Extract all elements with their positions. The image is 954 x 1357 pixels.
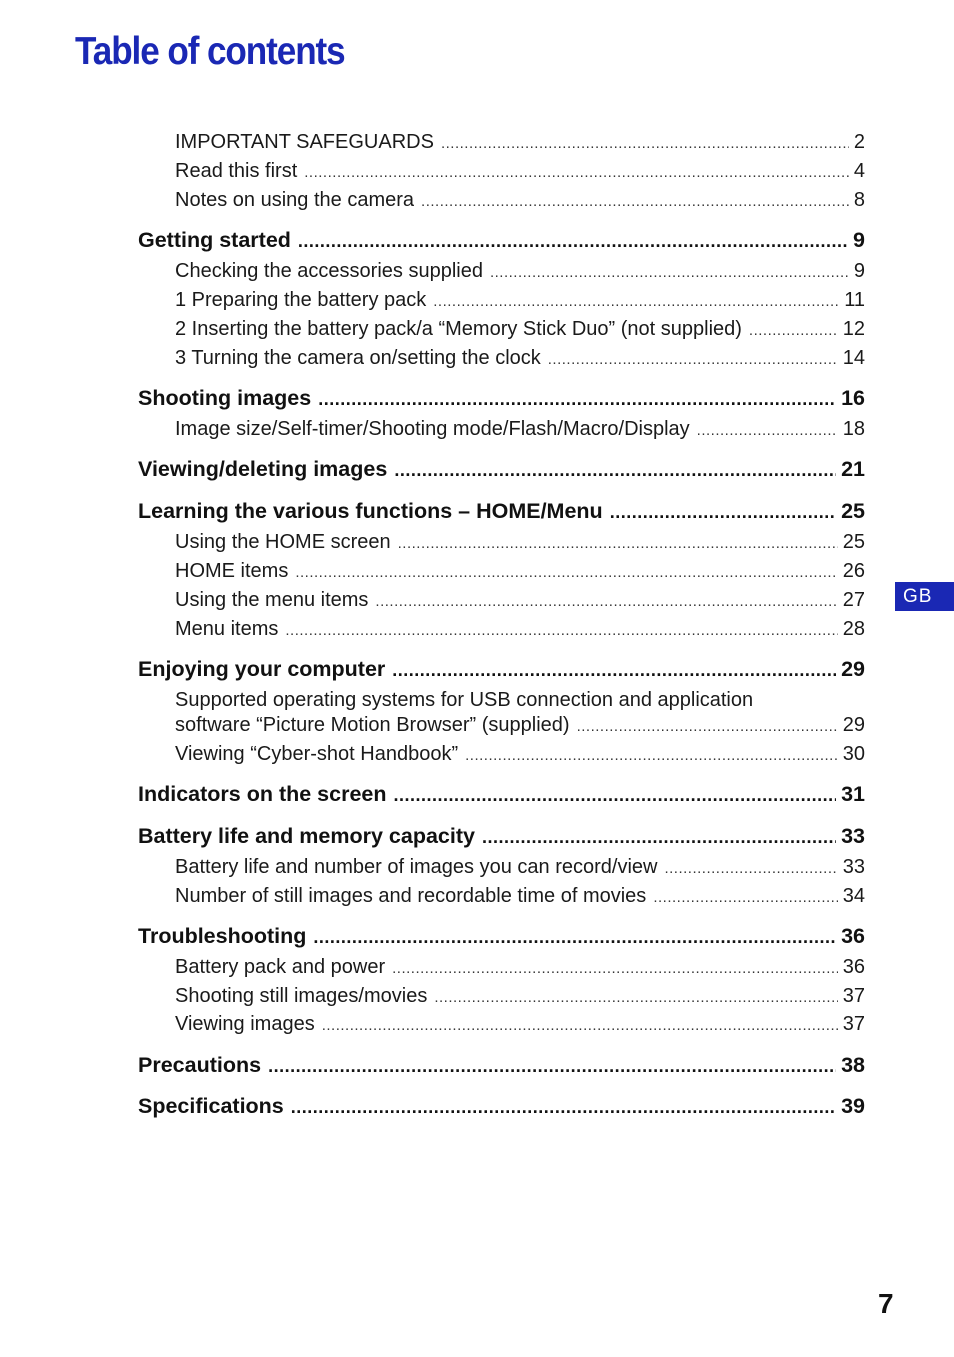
dot-leader <box>441 131 849 154</box>
dot-leader <box>295 560 837 583</box>
dot-leader <box>577 714 838 737</box>
toc-entry[interactable] <box>175 260 865 283</box>
dot-leader <box>375 589 837 612</box>
dot-leader <box>291 1094 836 1119</box>
toc-entry-page: 28 <box>842 618 865 640</box>
toc-entry-page: 29 <box>842 714 865 736</box>
dot-leader <box>318 386 836 411</box>
dot-leader <box>433 289 839 312</box>
toc-entry-label: 3 Turning the camera on/setting the clock <box>175 347 541 369</box>
toc-entry[interactable] <box>175 856 865 879</box>
dot-leader <box>697 418 838 441</box>
toc-entry[interactable] <box>175 956 865 979</box>
toc-entry-label: Viewing “Cyber-shot Handbook” <box>175 743 459 765</box>
toc-entry[interactable] <box>175 418 865 441</box>
toc-entry-label-line: Supported operating systems for USB connection and application <box>175 689 754 711</box>
toc-entry[interactable] <box>175 743 865 766</box>
toc-entry-page: 12 <box>842 318 865 340</box>
dot-leader <box>392 956 838 979</box>
toc-section-heading[interactable] <box>138 499 865 524</box>
dot-leader <box>653 885 837 908</box>
toc-entry-label: Battery life and number of images you can record/view <box>175 856 658 878</box>
toc-entry-label: Viewing/deleting images <box>138 457 388 481</box>
page-number: 7 <box>878 1288 894 1319</box>
toc-entry-page: 11 <box>844 289 865 311</box>
toc-entry[interactable] <box>175 160 865 183</box>
dot-leader <box>313 924 836 949</box>
toc-entry-page: 27 <box>842 589 865 611</box>
dot-leader <box>392 657 836 682</box>
dot-leader <box>285 618 837 641</box>
toc-entry-label: Battery life and memory capacity <box>138 824 475 848</box>
dot-leader <box>298 228 848 253</box>
toc-entry-label: Battery pack and power <box>175 956 386 978</box>
dot-leader <box>749 318 838 341</box>
dot-leader <box>465 743 838 766</box>
dot-leader <box>398 531 838 554</box>
toc-entry-page: 25 <box>841 499 865 523</box>
toc-section-heading[interactable] <box>138 457 865 482</box>
toc-entry[interactable] <box>175 714 865 737</box>
page-title: Table of contents <box>75 30 345 73</box>
toc-entry-label: Enjoying your computer <box>138 657 386 681</box>
dot-leader <box>482 824 836 849</box>
toc-entry-page: 8 <box>853 189 865 211</box>
toc-section-heading[interactable] <box>138 228 865 253</box>
language-tab: GB <box>895 582 954 611</box>
toc-entry-page: 34 <box>842 885 865 907</box>
toc-entry-page: 33 <box>841 824 865 848</box>
toc-entry-page: 14 <box>842 347 865 369</box>
toc-entry-label: IMPORTANT SAFEGUARDS <box>175 131 434 153</box>
dot-leader <box>394 457 836 482</box>
toc-entry-label: Troubleshooting <box>138 924 307 948</box>
toc-entry[interactable] <box>175 985 865 1008</box>
toc-entry-label: Shooting still images/movies <box>175 985 428 1007</box>
toc-entry-page: 33 <box>842 856 865 878</box>
toc-entry-label: Using the HOME screen <box>175 531 391 553</box>
dot-leader <box>304 160 849 183</box>
toc-entry-page: 37 <box>842 985 865 1007</box>
toc-section-heading[interactable] <box>138 1094 865 1119</box>
toc-entry-label: Indicators on the screen <box>138 782 387 806</box>
toc-entry-label: Viewing images <box>175 1013 315 1035</box>
toc-entry-page: 39 <box>841 1094 865 1118</box>
toc-entry-page: 4 <box>853 160 865 182</box>
toc-entry-page: 36 <box>841 924 865 948</box>
toc-section-heading[interactable] <box>138 924 865 949</box>
toc-entry-page: 26 <box>842 560 865 582</box>
toc-entry[interactable] <box>175 131 865 154</box>
toc-entry-page: 16 <box>841 386 865 410</box>
toc-entry-label: Checking the accessories supplied <box>175 260 483 282</box>
dot-leader <box>421 189 849 212</box>
toc-entry[interactable] <box>175 289 865 312</box>
dot-leader <box>322 1013 838 1036</box>
toc-entry-page: 2 <box>853 131 865 153</box>
toc-entry[interactable] <box>175 347 865 370</box>
toc-entry[interactable] <box>175 618 865 641</box>
dot-leader <box>610 499 836 524</box>
toc-entry-label: Getting started <box>138 228 291 252</box>
toc-entry-page: 25 <box>842 531 865 553</box>
toc-entry[interactable] <box>175 589 865 612</box>
toc-entry-page: 18 <box>842 418 865 440</box>
toc-entry[interactable] <box>175 189 865 212</box>
toc-entry[interactable] <box>175 885 865 908</box>
dot-leader <box>434 985 837 1008</box>
toc-section-heading[interactable] <box>138 782 865 807</box>
toc-entry-page: 29 <box>841 657 865 681</box>
toc-entry-label: 1 Preparing the battery pack <box>175 289 427 311</box>
toc-entry-page: 31 <box>841 782 865 806</box>
dot-leader <box>490 260 849 283</box>
toc-section-heading[interactable] <box>138 657 865 682</box>
toc-entry-page: 36 <box>842 956 865 978</box>
toc-entry-page: 37 <box>842 1013 865 1035</box>
dot-leader <box>548 347 838 370</box>
toc-section-heading[interactable] <box>138 386 865 411</box>
toc-entry-page: 21 <box>841 457 865 481</box>
dot-leader <box>394 782 837 807</box>
toc-entry-label: Shooting images <box>138 386 312 410</box>
toc-entry-label: HOME items <box>175 560 289 582</box>
toc-entry-page: 38 <box>841 1053 865 1077</box>
toc-entry-label: Notes on using the camera <box>175 189 415 211</box>
toc-entry[interactable] <box>175 560 865 583</box>
toc-entry-page: 9 <box>853 260 865 282</box>
dot-leader <box>268 1053 836 1078</box>
toc-section-heading[interactable] <box>138 1053 865 1078</box>
toc-entry-label: Image size/Self-timer/Shooting mode/Flash/Macro/Display <box>175 418 690 440</box>
toc-entry-label: Specifications <box>138 1094 284 1118</box>
toc-entry-label: Menu items <box>175 618 279 640</box>
toc-entry-label: software “Picture Motion Browser” (supplied) <box>175 714 570 736</box>
toc-entry-page: 30 <box>842 743 865 765</box>
dot-leader <box>664 856 837 879</box>
toc-entry[interactable] <box>175 1013 865 1036</box>
toc-entry-page: 9 <box>853 228 865 252</box>
toc-entry-label: Precautions <box>138 1053 262 1077</box>
toc-entry-label: Using the menu items <box>175 589 369 611</box>
toc-section-heading[interactable] <box>138 824 865 849</box>
toc-entry-label: Learning the various functions – HOME/Menu <box>138 499 603 523</box>
toc-entry[interactable] <box>175 531 865 554</box>
toc-entry-label: Number of still images and recordable time of movies <box>175 885 647 907</box>
toc-entry[interactable] <box>175 318 865 341</box>
toc-entry-label: 2 Inserting the battery pack/a “Memory Stick Duo” (not supplied) <box>175 318 742 340</box>
toc-entry-label: Read this first <box>175 160 298 182</box>
